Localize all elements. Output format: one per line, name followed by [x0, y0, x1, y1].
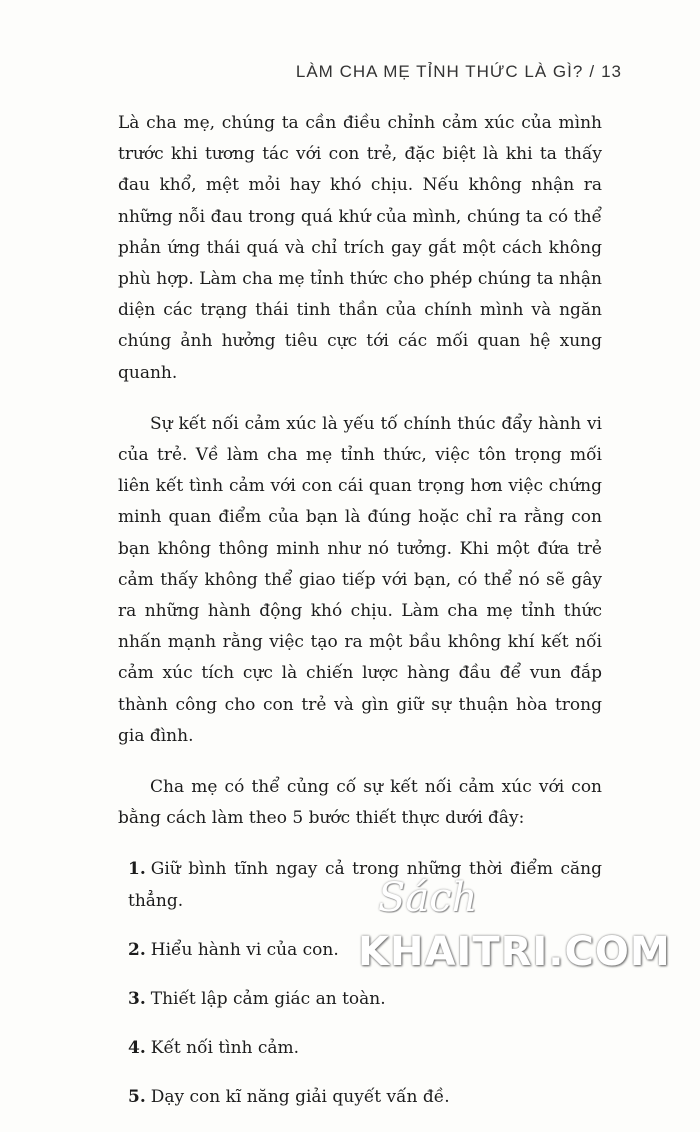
list-item — [118, 1033, 602, 1064]
watermark-brand-text: KHAITRI.COM — [358, 929, 671, 975]
step-number: 2. — [128, 939, 146, 960]
step-text: Thiết lập cảm giác an toàn. — [150, 989, 386, 1010]
step-text: Dạy con kĩ năng giải quyết vấn đề. — [150, 1087, 450, 1108]
chapter-title: LÀM CHA MẸ TỈNH THỨC LÀ GÌ? — [295, 62, 584, 81]
running-header — [296, 62, 622, 82]
step-number: 1. — [128, 859, 146, 880]
watermark-script-text: Sách — [378, 875, 478, 921]
step-text: Kết nối tình cảm. — [150, 1038, 300, 1059]
step-text: Hiểu hành vi của con. — [150, 939, 339, 960]
step-number: 4. — [128, 1038, 146, 1059]
paragraph-1: Là cha mẹ, chúng ta cần điều chỉnh cảm xúc của mình trước khi tương tác với con trẻ, đặc biệt là khi ta thấy đau khổ, mệt mỏi hay khó chịu. Nếu không nhận ra những nỗi đau trong quá khứ của mình, chúng ta có thể phản ứng thái quá và chỉ trích gay gắt một cách không phù hợp. Làm cha mẹ tỉnh thức cho phép chúng ta nhận diện các trạng thái tinh thần của chính mình và ngăn chúng ảnh hưởng tiêu cực tới các mối quan hệ xung quanh. — [118, 113, 602, 383]
step-text: Giữ bình tĩnh ngay cả trong những thời điểm căng thẳng. — [128, 859, 602, 911]
list-item — [118, 1082, 602, 1113]
step-number: 5. — [128, 1087, 146, 1108]
step-number: 3. — [128, 989, 146, 1010]
watermark-logo — [340, 875, 700, 985]
page-number: 13 — [601, 62, 622, 81]
paragraph-3: Cha mẹ có thể củng cố sự kết nối cảm xúc với con bằng cách làm theo 5 bước thiết thực dưới đây: — [118, 777, 602, 829]
paragraph-2: Sự kết nối cảm xúc là yếu tố chính thúc đẩy hành vi của trẻ. Về làm cha mẹ tỉnh thức, việc tôn trọng mối liên kết tình cảm với con cái quan trọng hơn việc chứng minh quan điểm của bạn là đúng hoặc chỉ ra rằng con bạn không thông minh như nó tưởng. Khi một đứa trẻ cảm thấy không thể giao tiếp với bạn, có thể nó sẽ gây ra những hành động khó chịu. Làm cha mẹ tỉnh thức nhấn mạnh rằng việc tạo ra một bầu không khí kết nối cảm xúc tích cực là chiến lược hàng đầu để vun đắp thành công cho con trẻ và gìn giữ sự thuận hòa trong gia đình. — [118, 413, 602, 746]
header-separator: / — [589, 62, 596, 81]
